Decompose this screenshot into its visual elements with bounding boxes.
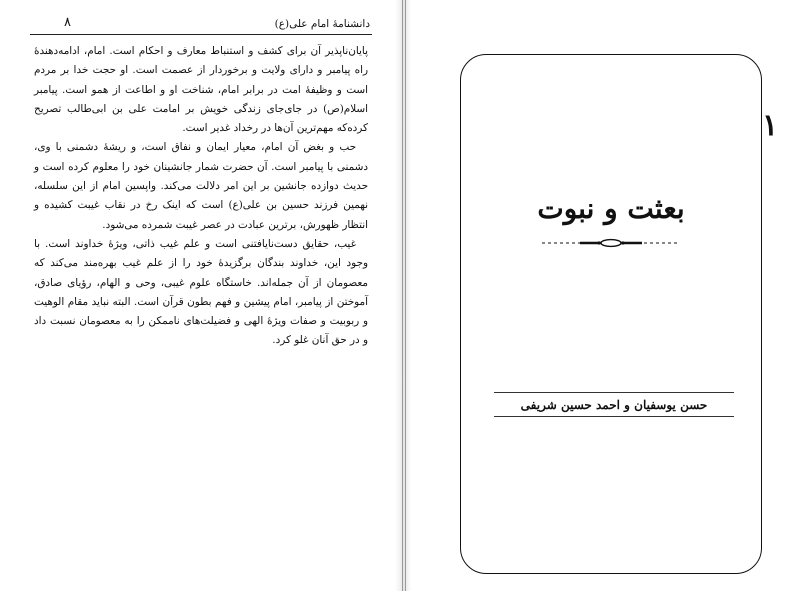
running-title: دانشنامهٔ امام علی(ع) (274, 18, 370, 30)
page-number: ۸ (64, 15, 71, 30)
body-text (34, 42, 368, 351)
running-head (30, 15, 372, 35)
author-rule (494, 392, 734, 393)
paragraph: حب و بغض آن امام، معیار ایمان و نفاق است، و ریشهٔ دشمنی با وی، دشمنی با پیامبر است. آن حضرت شمار جانشینان خود را معلوم کرده است و حدیث دوازده جانشین بر این امر دلالت می‌کند. واپسین امام از این سلسله، نهمین فرزند حسین بن علی(ع) است که اینک رخ در نقاب غیبت کشیده و انتظار ظهورش، برترین عبادت در عصر غیبت شمرده می‌شود. (34, 141, 368, 231)
left-page (0, 0, 396, 591)
chapter-title: بعثت و نبوت (537, 192, 685, 225)
chapter-frame (460, 54, 762, 574)
chapter-number: ۱ (762, 108, 779, 143)
right-page (410, 0, 803, 591)
gutter-line-left (402, 0, 403, 591)
paragraph: پایان‌ناپذیر آن برای کشف و استنباط معارف و احکام است. امام، ادامه‌دهندهٔ راه پیامبر و دارای ولایت و برخوردار از عصمت است. او حجت خدا بر مردم است و وظیفهٔ امت در برابر امام، شناخت او و اطاعت از همو است. پیامبر اسلام(ص) در جای‌جای زندگی خویش بر امامت علی بن ابی‌طالب تصریح کرده‌که مهم‌ترین آن‌ها در رخداد غدیر است. (34, 45, 368, 135)
book-gutter (395, 0, 411, 591)
ornament-divider-icon (540, 236, 682, 250)
paragraph: غیب، حقایق دست‌نایافتنی است و علم غیب ذاتی، ویژهٔ خداوند است. با وجود این، خداوند بندگان برگزیدهٔ خود را از علم غیب بهره‌مند می‌کند که معصومان از آن جمله‌اند. خاستگاه علوم غیبی، وحی و الهام، رؤیای صادق، آموختن از پیامبر، امام پیشین و فهم بطون قرآن است. البته نباید مقام الوهیت و ربوبیت و صفات ویژهٔ الهی و فضیلت‌های ناممکن را به معصومان نسبت داد و در حق آنان غلو کرد. (34, 237, 368, 347)
gutter-line-right (405, 0, 406, 591)
author-names: حسن یوسفیان و احمد حسین شریفی (494, 398, 734, 417)
